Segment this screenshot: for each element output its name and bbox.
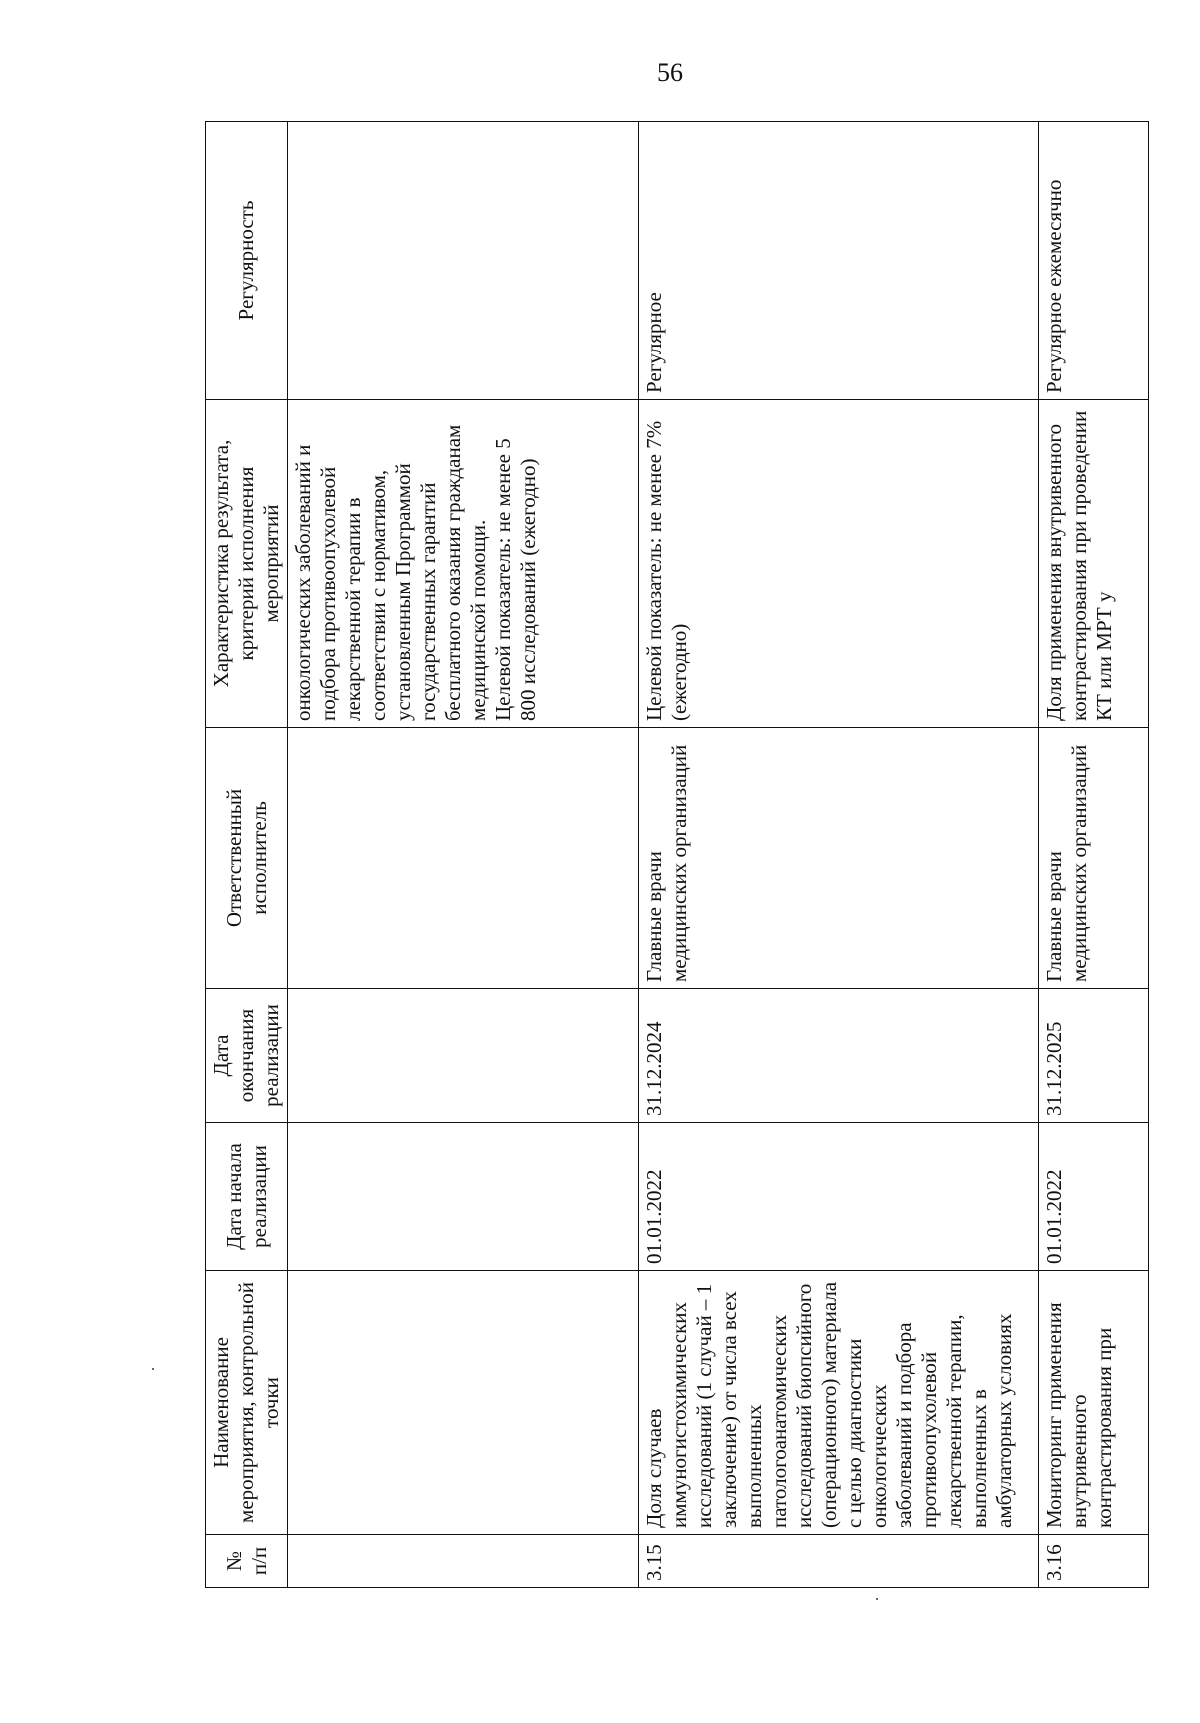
rotated-table-container	[205, 122, 1150, 1588]
cell-end-date: 31.12.2025	[1039, 989, 1149, 1123]
cell-number: 3.16	[1039, 1535, 1149, 1588]
cell-result: Целевой показатель: не менее 7% (ежегодно)	[639, 400, 1039, 728]
cell-responsible: Главные врачи медицинских организаций	[1039, 728, 1149, 989]
cell-start-date: 01.01.2022	[639, 1123, 1039, 1271]
scan-speck	[152, 1368, 154, 1370]
cell-number	[288, 1535, 639, 1588]
cell-end-date: 31.12.2024	[639, 989, 1039, 1123]
header-start-date: Дата начала реализации	[206, 1123, 288, 1271]
header-responsible: Ответственный исполнитель	[206, 728, 288, 989]
cell-regularity: Регулярное	[639, 122, 1039, 400]
header-end-date: Дата окончания реализации	[206, 989, 288, 1123]
table-header-row	[206, 122, 288, 1588]
cell-name: Мониторинг применения внутривенного контрастирования при	[1039, 1271, 1149, 1535]
cell-responsible: Главные врачи медицинских организаций	[639, 728, 1039, 989]
header-regularity: Регулярность	[206, 122, 288, 400]
header-number: № п/п	[206, 1535, 288, 1588]
header-name: Наименование мероприятия, контрольной точки	[206, 1271, 288, 1535]
cell-result: онкологических заболеваний и подбора противоопухолевой лекарственной терапии в соответствии с нормативом, установленным Программой государственных гарантий бесплатного оказания гражданам медицинской помощи. Целевой показатель: не менее 5 800 исследований (ежегодно)	[288, 400, 639, 728]
measures-table	[205, 121, 1149, 1588]
cell-responsible	[288, 728, 639, 989]
cell-result: Доля применения внутривенного контрастирования при проведении КТ или МРТ у	[1039, 400, 1149, 728]
cell-name	[288, 1271, 639, 1535]
cell-number: 3.15	[639, 1535, 1039, 1588]
page-number: 56	[657, 58, 683, 87]
cell-end-date	[288, 989, 639, 1123]
cell-start-date	[288, 1123, 639, 1271]
table-row-3-16	[1039, 122, 1149, 1588]
header-result: Характеристика результата, критерий исполнения мероприятий	[206, 400, 288, 728]
cell-regularity: Регулярное ежемесячно	[1039, 122, 1149, 400]
scan-speck	[876, 1598, 878, 1600]
table-row-continuation	[288, 122, 639, 1588]
cell-regularity	[288, 122, 639, 400]
cell-name: Доля случаев иммуногистохимических исследований (1 случай – 1 заключение) от числа всех выполненных патологоанатомических исследований биопсийного (операционного) материала с целью диагностики онкологических заболеваний и подбора противоопухолевой лекарственной терапии, выполненных в амбулаторных условиях	[639, 1271, 1039, 1535]
table-row-3-15	[639, 122, 1039, 1588]
cell-start-date: 01.01.2022	[1039, 1123, 1149, 1271]
